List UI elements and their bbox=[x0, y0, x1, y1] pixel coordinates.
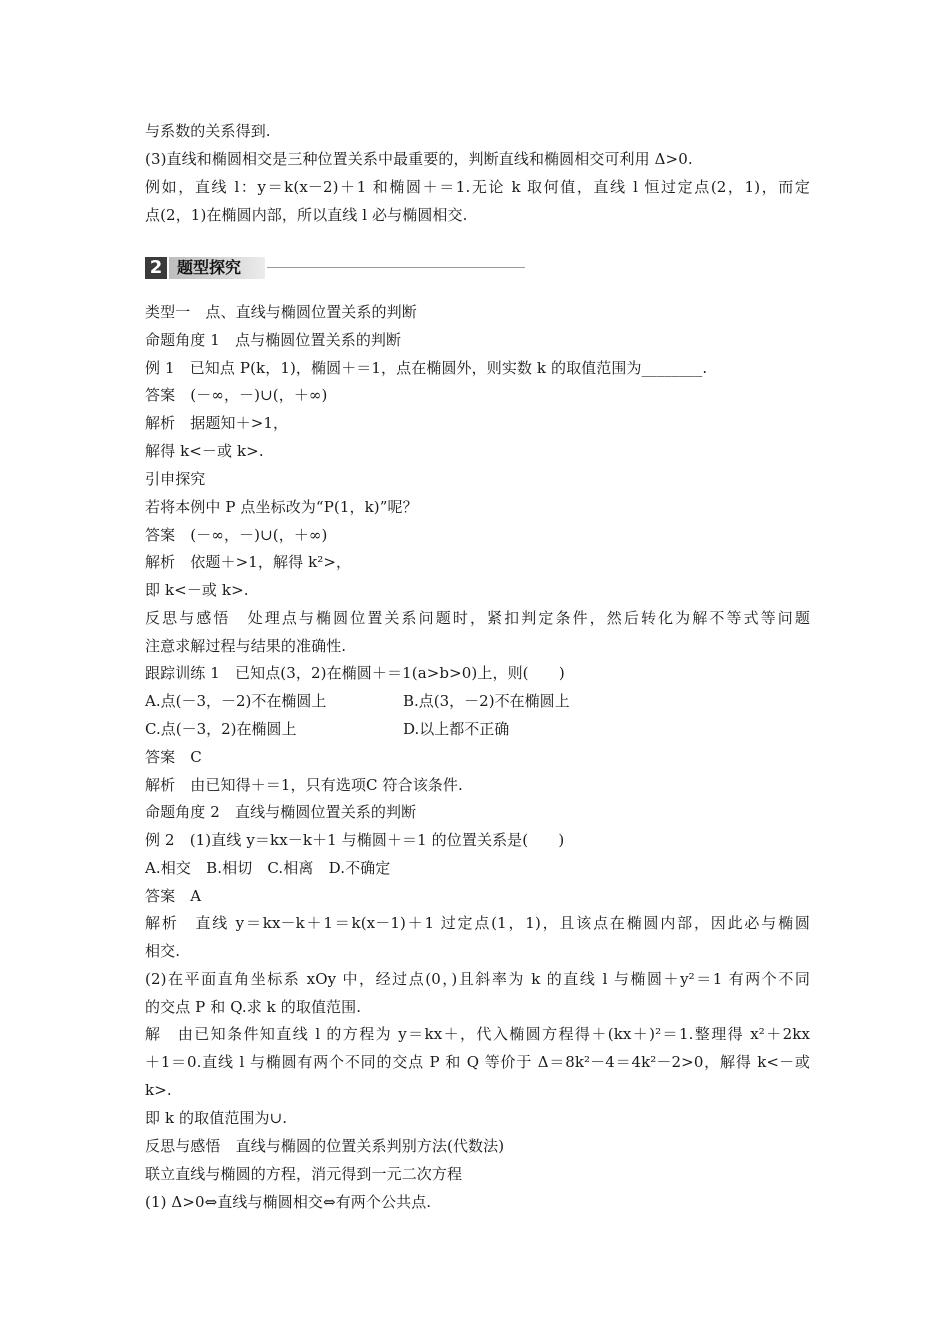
text-line: A.相交 B.相切 C.相离 D.不确定 bbox=[145, 859, 391, 877]
text-line: 与系数的关系得到. bbox=[145, 122, 271, 140]
text-line: k>. bbox=[145, 1081, 172, 1099]
section-heading bbox=[145, 257, 525, 279]
text-line: ＋1＝0.直线 l 与椭圆有两个不同的交点 P 和 Q 等价于 Δ＝8k²－4＝4k²－2>0，解得 k<－或 bbox=[145, 1053, 810, 1071]
text-line: 解析 据题知＋>1， bbox=[145, 414, 289, 432]
section-title: 题型探究 bbox=[169, 257, 265, 279]
text-line: 反思与感悟 直线与椭圆的位置关系判别方法(代数法) bbox=[145, 1137, 505, 1155]
text-line: 答案 C bbox=[145, 748, 202, 766]
text-line: 联立直线与椭圆的方程，消元得到一元二次方程 bbox=[145, 1165, 463, 1183]
text-line: 类型一 点、直线与椭圆位置关系的判断 bbox=[145, 303, 417, 321]
text-line: (2)在平面直角坐标系 xOy 中，经过点(0，)且斜率为 k 的直线 l 与椭圆＋y²＝1 有两个不同 bbox=[145, 970, 810, 988]
option-d: D.以上都不正确 bbox=[403, 720, 510, 738]
text-line: 注意求解过程与结果的准确性. bbox=[145, 637, 347, 655]
text-line: (3)直线和椭圆相交是三种位置关系中最重要的，判断直线和椭圆相交可利用 Δ>0. bbox=[145, 150, 693, 168]
text-line: 即 k 的取值范围为∪. bbox=[145, 1109, 288, 1127]
text-line: 跟踪训练 1 已知点(3，2)在椭圆＋＝1(a>b>0)上，则( ) bbox=[145, 664, 565, 682]
text-line: 答案 A bbox=[145, 887, 202, 905]
text-line: 点(2，1)在椭圆内部，所以直线 l 必与椭圆相交. bbox=[145, 206, 468, 224]
text-line: 解 由已知条件知直线 l 的方程为 y＝kx＋，代入椭圆方程得＋(kx＋)²＝1.整理得 x²＋2kx bbox=[145, 1025, 810, 1043]
option-a: A.点(－3，－2)不在椭圆上 bbox=[145, 692, 327, 710]
text-line: 解析 直线 y＝kx－k＋1＝k(x－1)＋1 过定点(1，1)，且该点在椭圆内部，因此必与椭圆 bbox=[145, 914, 810, 932]
text-line: 例 1 已知点 P(k，1)，椭圆＋＝1，点在椭圆外，则实数 k 的取值范围为________. bbox=[145, 359, 708, 377]
text-line: 相交. bbox=[145, 942, 181, 960]
text-line: 即 k<－或 k>. bbox=[145, 581, 249, 599]
section-rule bbox=[267, 267, 525, 268]
text-line: 反思与感悟 处理点与椭圆位置关系问题时，紧扣判定条件，然后转化为解不等式等问题 bbox=[145, 609, 810, 627]
text-line: 答案 (－∞，－)∪(，＋∞) bbox=[145, 526, 328, 544]
text-line: 若将本例中 P 点坐标改为“P(1，k)”呢？ bbox=[145, 498, 418, 516]
text-line: 引申探究 bbox=[145, 470, 206, 488]
text-line: 答案 (－∞，－)∪(，＋∞) bbox=[145, 386, 328, 404]
option-b: B.点(3，－2)不在椭圆上 bbox=[403, 692, 570, 710]
option-c: C.点(－3，2)在椭圆上 bbox=[145, 720, 297, 738]
text-line: 命题角度 2 直线与椭圆位置关系的判断 bbox=[145, 803, 417, 821]
text-line: 的交点 P 和 Q.求 k 的取值范围. bbox=[145, 998, 362, 1016]
section-number: 2 bbox=[145, 257, 167, 279]
text-line: 解析 由已知得＋＝1，只有选项C 符合该条件. bbox=[145, 776, 463, 794]
text-line: 解得 k<－或 k>. bbox=[145, 442, 264, 460]
text-line: (1) Δ>0⇔直线与椭圆相交⇔有两个公共点. bbox=[145, 1193, 432, 1211]
text-line: 命题角度 1 点与椭圆位置关系的判断 bbox=[145, 331, 402, 349]
text-line: 例 2 (1)直线 y＝kx－k＋1 与椭圆＋＝1 的位置关系是( ) bbox=[145, 831, 565, 849]
text-line: 例如，直线 l：y＝k(x－2)＋1 和椭圆＋＝1.无论 k 取何值，直线 l 恒过定点(2，1)，而定 bbox=[145, 178, 810, 196]
text-line: 解析 依题＋>1，解得 k²>， bbox=[145, 553, 352, 571]
